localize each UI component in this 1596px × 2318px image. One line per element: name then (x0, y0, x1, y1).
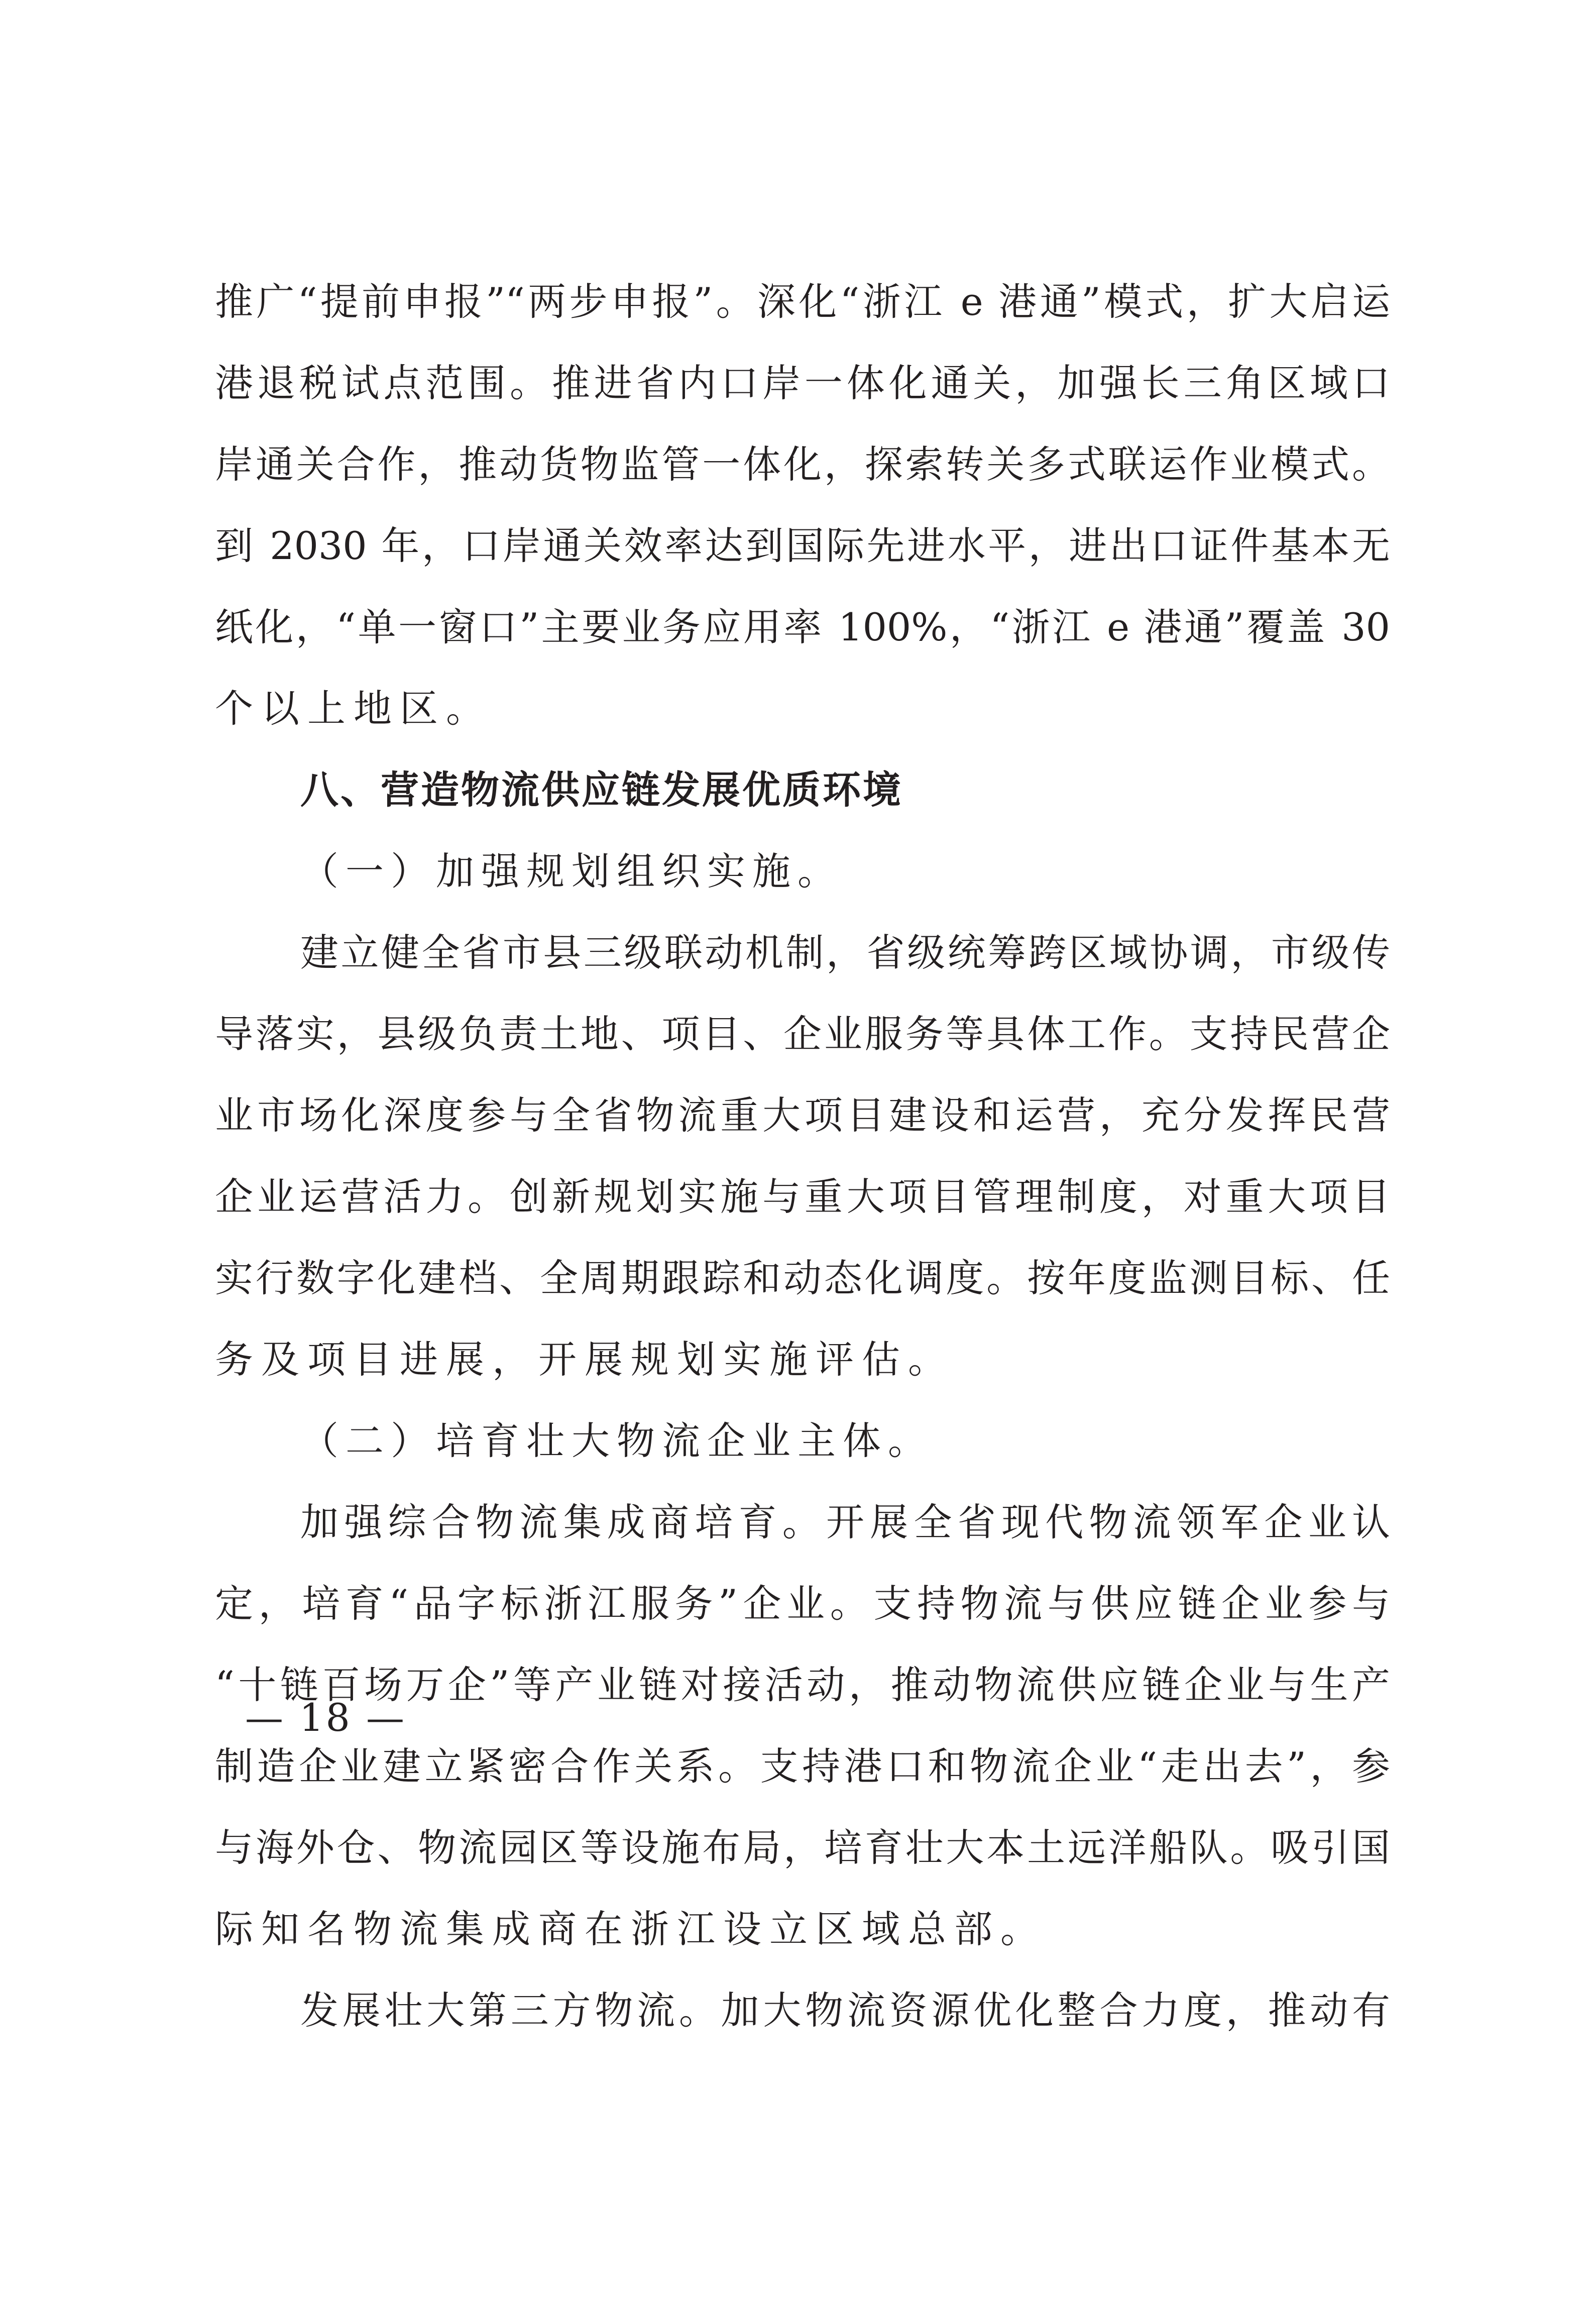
subsection-title-text: （二）培育壮大物流企业主体。 (300, 1418, 933, 1463)
section-heading-text: 八、营造物流供应链发展优质环境 (300, 767, 903, 812)
section-heading (215, 749, 1390, 831)
text-line-content: 实行数字化建档、全周期跟踪和动态化调度。按年度监测目标、任 (215, 1256, 1390, 1300)
text-line-content: 到 2030 年，口岸通关效率达到国际先进水平，进出口证件基本无 (215, 523, 1390, 568)
text-line-content: 务及项目进展，开展规划实施评估。 (215, 1337, 954, 1382)
text-line (215, 1238, 1390, 1319)
text-line (215, 1563, 1390, 1644)
text-line-content: 与海外仓、物流园区等设施布局，培育壮大本土远洋船队。吸引国 (215, 1825, 1390, 1870)
text-line (215, 1156, 1390, 1238)
subsection-title (215, 831, 1390, 912)
text-line-content: 加强综合物流集成商培育。开展全省现代物流领军企业认 (300, 1500, 1390, 1544)
text-line-content: 定，培育“品字标浙江服务”企业。支持物流与供应链企业参与 (215, 1581, 1390, 1626)
text-line (215, 994, 1390, 1075)
text-line-content: “十链百场万企”等产业链对接活动，推动物流供应链企业与生产 (215, 1663, 1390, 1707)
document-body (215, 261, 1390, 2051)
text-line-content: 建立健全省市县三级联动机制，省级统筹跨区域协调，市级传 (300, 930, 1390, 975)
text-line-content: 岸通关合作，推动货物监管一体化，探索转关多式联运作业模式。 (215, 442, 1390, 487)
text-line-content: 业市场化深度参与全省物流重大项目建设和运营，充分发挥民营 (215, 1093, 1390, 1138)
text-line-content: 导落实，县级负责土地、项目、企业服务等具体工作。支持民营企 (215, 1012, 1390, 1056)
text-line (215, 1319, 1390, 1400)
text-line (215, 424, 1390, 505)
page-number: — 18 — (245, 1695, 407, 1740)
text-line-content: 企业运营活力。创新规划实施与重大项目管理制度，对重大项目 (215, 1174, 1390, 1219)
subsection-title (215, 1400, 1390, 1482)
text-line (215, 343, 1390, 424)
text-line-content: 制造企业建立紧密合作关系。支持港口和物流企业“走出去”，参 (215, 1744, 1390, 1789)
text-line-content: 港退税试点范围。推进省内口岸一体化通关，加强长三角区域口 (215, 361, 1390, 405)
text-line (215, 261, 1390, 343)
text-line-content: 发展壮大第三方物流。加大物流资源优化整合力度，推动有 (300, 1988, 1390, 2033)
text-line-content: 推广“提前申报”“两步申报”。深化“浙江 e 港通”模式，扩大启运 (215, 279, 1390, 324)
subsection-title-text: （一）加强规划组织实施。 (300, 849, 843, 894)
text-line-content: 个以上地区。 (215, 686, 492, 731)
text-line (215, 668, 1390, 749)
text-line (215, 1075, 1390, 1156)
text-line-content: 际知名物流集成商在浙江设立区域总部。 (215, 1907, 1047, 1951)
text-line (215, 1889, 1390, 1970)
text-line (215, 1807, 1390, 1889)
text-line (215, 505, 1390, 587)
text-line (215, 1482, 1390, 1563)
text-line (215, 912, 1390, 994)
text-line-content: 纸化，“单一窗口”主要业务应用率 100%，“浙江 e 港通”覆盖 30 (215, 605, 1390, 649)
text-line (215, 587, 1390, 668)
text-line (215, 1970, 1390, 2051)
